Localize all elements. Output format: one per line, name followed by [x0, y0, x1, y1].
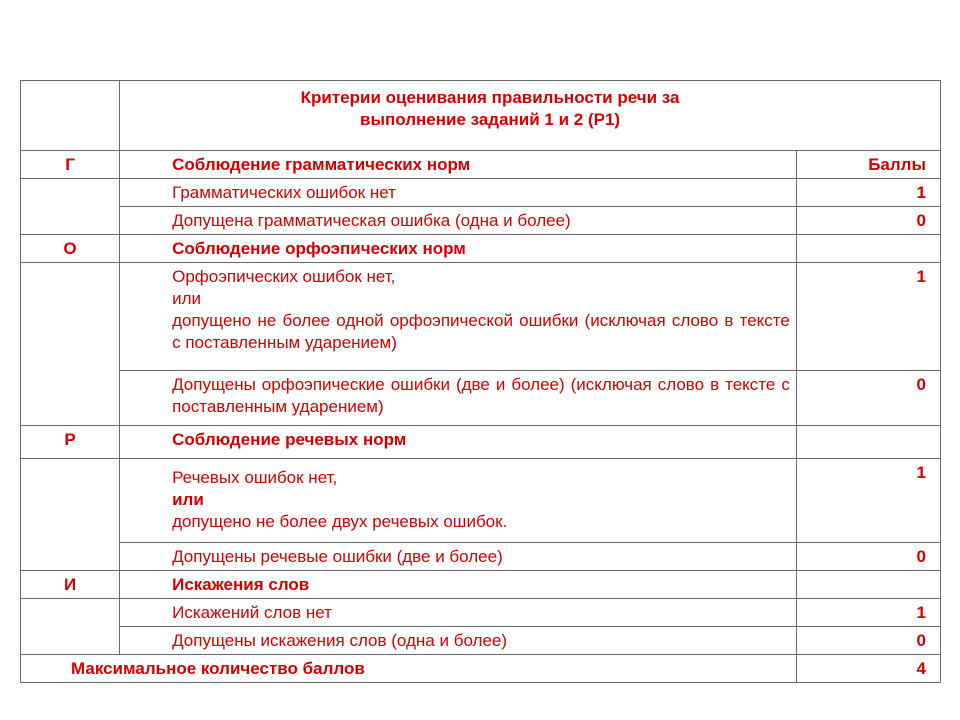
title-row — [21, 81, 941, 151]
section-header-row — [21, 235, 941, 263]
empty-letter-cell — [21, 263, 120, 426]
section-header-row — [21, 426, 941, 459]
criteria-table — [20, 80, 941, 683]
title-line-2: выполнение заданий 1 и 2 (Р1) — [360, 110, 621, 129]
criterion-line: Речевых ошибок нет, — [172, 468, 338, 487]
criterion-text: Грамматических ошибок нет — [120, 179, 797, 207]
criterion-text: Допущены искажения слов (одна и более) — [120, 627, 797, 655]
empty-corner-cell — [21, 81, 120, 151]
total-label: Максимальное количество баллов — [21, 655, 797, 683]
table-title — [120, 81, 941, 151]
criterion-points: 0 — [796, 543, 940, 571]
criterion-line: Орфоэпических ошибок нет, — [172, 267, 396, 286]
criterion-row — [21, 263, 941, 371]
total-row — [21, 655, 941, 683]
section-heading: Соблюдение речевых норм — [120, 426, 797, 459]
empty-points-cell — [796, 235, 940, 263]
criterion-or: или — [172, 289, 202, 308]
criterion-text — [120, 459, 797, 543]
empty-letter-cell — [21, 459, 120, 571]
criterion-points: 1 — [796, 179, 940, 207]
section-header-row — [21, 571, 941, 599]
criterion-line: допущено не более одной орфоэпической ошибки (исключая слово в тексте с поставленным ударением) — [172, 311, 790, 352]
criterion-row — [21, 543, 941, 571]
criterion-row — [21, 371, 941, 426]
empty-letter-cell — [21, 599, 120, 655]
section-letter: О — [21, 235, 120, 263]
total-points: 4 — [796, 655, 940, 683]
criterion-row — [21, 627, 941, 655]
section-letter: Р — [21, 426, 120, 459]
criterion-row — [21, 207, 941, 235]
criterion-line: допущено не более двух речевых ошибок. — [172, 512, 508, 531]
criterion-points: 1 — [796, 459, 940, 543]
criterion-text — [120, 371, 797, 426]
criterion-text: Искажений слов нет — [120, 599, 797, 627]
section-heading: Искажения слов — [120, 571, 797, 599]
criterion-row — [21, 599, 941, 627]
criterion-row — [21, 459, 941, 543]
criterion-points: 0 — [796, 627, 940, 655]
empty-points-cell — [796, 426, 940, 459]
criterion-points: 0 — [796, 371, 940, 426]
empty-letter-cell — [21, 179, 120, 235]
empty-points-cell — [796, 571, 940, 599]
title-line-1: Критерии оценивания правильности речи за — [300, 88, 680, 107]
section-header-row — [21, 151, 941, 179]
criterion-points: 1 — [796, 263, 940, 371]
criterion-text — [120, 263, 797, 371]
criterion-or: или — [172, 490, 204, 509]
criterion-text: Допущены речевые ошибки (две и более) — [120, 543, 797, 571]
criterion-row — [21, 179, 941, 207]
criterion-points: 1 — [796, 599, 940, 627]
criterion-points: 0 — [796, 207, 940, 235]
criterion-line: Допущены орфоэпические ошибки (две и более) (исключая слово в тексте с поставленным ударением) — [172, 375, 790, 416]
section-heading: Соблюдение грамматических норм — [120, 151, 797, 179]
section-letter: И — [21, 571, 120, 599]
section-heading: Соблюдение орфоэпических норм — [120, 235, 797, 263]
section-letter: Г — [21, 151, 120, 179]
criterion-text: Допущена грамматическая ошибка (одна и более) — [120, 207, 797, 235]
points-header: Баллы — [796, 151, 940, 179]
